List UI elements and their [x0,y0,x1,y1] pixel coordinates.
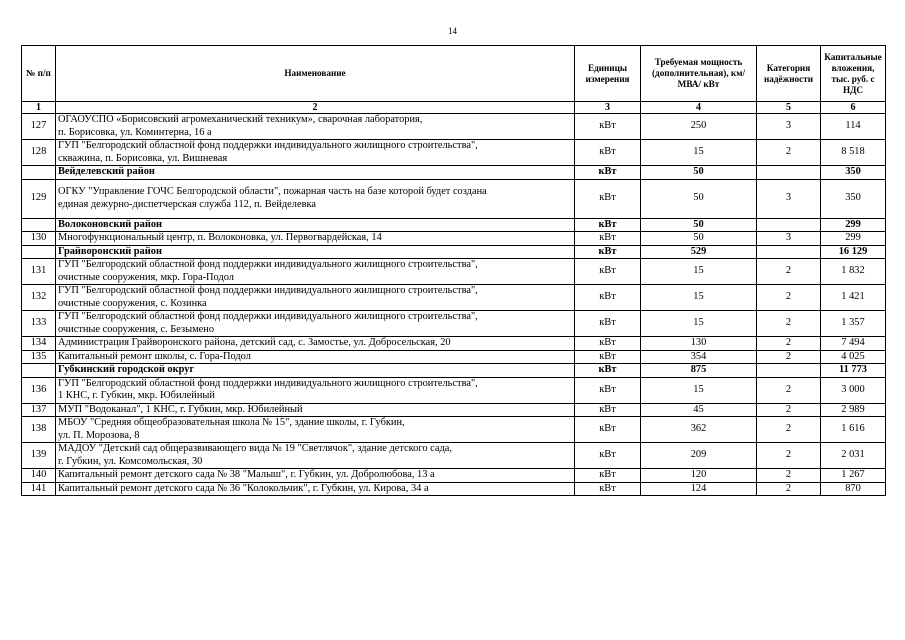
item-name [56,311,575,337]
power-cell: 15 [641,140,757,166]
name-line: Многофункциональный центр, п. Волоконовка, ул. Первогвардейская, 14 [58,232,382,243]
item-name [56,114,575,140]
name-line: Грайворонский район [58,245,162,257]
item-name [56,417,575,443]
category-cell: 3 [757,232,821,246]
column-number: 1 [22,102,56,114]
category-cell [757,245,821,259]
power-cell: 124 [641,482,757,496]
unit-cell: кВт [575,417,641,443]
section-title [56,364,575,378]
capital-cell: 8 518 [821,140,886,166]
name-line: Капитальный ремонт школы, с. Гора-Подол [58,350,251,362]
row-number [22,245,56,259]
unit-cell: кВт [575,337,641,351]
column-number: 5 [757,102,821,114]
name-line: очистные сооружения, с. Безымено [58,323,215,335]
unit-cell: кВт [575,166,641,180]
name-line: Капитальный ремонт детского сада № 38 "Малыш", г. Губкин, ул. Добролюбова, 13 а [58,469,435,480]
row-number: 134 [22,337,56,351]
header-category: Категория надёжности [757,46,821,102]
item-name [56,232,575,246]
name-line: МАДОУ "Детский сад общеразвивающего вида № 19 "Светлячок", здание детского сада, [58,443,453,454]
power-cell: 354 [641,350,757,364]
column-number: 4 [641,102,757,114]
item-name [56,259,575,285]
name-line: очистные сооружения, с. Козинка [58,297,207,309]
row-number: 141 [22,482,56,496]
section-title [56,166,575,180]
unit-cell: кВт [575,311,641,337]
unit-cell: кВт [575,259,641,285]
section-row [22,166,886,180]
name-line: скважина, п. Борисовка, ул. Вишневая [58,152,228,164]
name-line: Губкинский городской округ [58,364,195,375]
capital-cell: 350 [821,179,886,218]
item-name [56,377,575,403]
table-row [22,179,886,218]
name-line: ГУП "Белгородский областной фонд поддержки индивидуального жилищного строительства", [58,285,478,296]
name-line: г. Губкин, ул. Комсомольская, 30 [58,455,203,467]
unit-cell: кВт [575,443,641,469]
row-number: 127 [22,114,56,140]
unit-cell: кВт [575,482,641,496]
item-name [56,469,575,483]
column-number: 6 [821,102,886,114]
capital-cell: 350 [821,166,886,180]
row-number: 138 [22,417,56,443]
item-name [56,179,575,218]
name-line: единая дежурно-диспетчерская служба 112, п. Вейделевка [58,198,317,210]
table-row [22,114,886,140]
table-row [22,350,886,364]
table-row [22,482,886,496]
name-line: ОГКУ "Управление ГОЧС Белгородской области", пожарная часть на базе которой будет создана [58,186,487,197]
capital-cell: 114 [821,114,886,140]
capital-cell: 16 129 [821,245,886,259]
power-cell: 209 [641,443,757,469]
power-cell: 250 [641,114,757,140]
unit-cell: кВт [575,377,641,403]
power-cell: 15 [641,285,757,311]
table-row [22,469,886,483]
unit-cell: кВт [575,245,641,259]
category-cell: 2 [757,140,821,166]
unit-cell: кВт [575,218,641,232]
row-number: 136 [22,377,56,403]
column-number-row [22,102,886,114]
unit-cell: кВт [575,350,641,364]
row-number: 132 [22,285,56,311]
unit-cell: кВт [575,403,641,417]
item-name [56,285,575,311]
unit-cell: кВт [575,232,641,246]
name-line: МУП "Водоканал", 1 КНС, г. Губкин, мкр. Юбилейный [58,403,303,415]
power-cell: 362 [641,417,757,443]
header-capital: Капитальные вложения, тыс. руб. с НДС [821,46,886,102]
name-line: ГУП "Белгородский областной фонд поддержки индивидуального жилищного строительства", [58,140,478,151]
table-row [22,403,886,417]
column-number: 2 [56,102,575,114]
capital-cell: 870 [821,482,886,496]
table-body [22,114,886,496]
unit-cell: кВт [575,140,641,166]
section-title [56,245,575,259]
page-number: 14 [448,26,457,36]
unit-cell: кВт [575,114,641,140]
row-number: 130 [22,232,56,246]
item-name [56,140,575,166]
unit-cell: кВт [575,364,641,378]
category-cell: 2 [757,403,821,417]
item-name [56,403,575,417]
capital-cell: 299 [821,218,886,232]
name-line: ГУП "Белгородский областной фонд поддержки индивидуального жилищного строительства", [58,259,478,270]
header-row [22,46,886,102]
capital-cell: 11 773 [821,364,886,378]
name-line: ул. П. Морозова, 8 [58,429,140,441]
name-line: ОГАОУСПО «Борисовский агромеханический техникум», сварочная лаборатория, [58,114,423,125]
name-line: Вейделевский район [58,166,155,177]
power-cell: 15 [641,259,757,285]
category-cell: 2 [757,482,821,496]
row-number: 137 [22,403,56,417]
category-cell [757,218,821,232]
category-cell: 2 [757,417,821,443]
power-cell: 50 [641,166,757,180]
category-cell: 2 [757,350,821,364]
name-line: ГУП "Белгородский областной фонд поддержки индивидуального жилищного строительства", [58,377,478,389]
row-number [22,218,56,232]
capital-cell: 7 494 [821,337,886,351]
power-cell: 120 [641,469,757,483]
name-line: Волоконовский район [58,218,163,230]
power-cell: 15 [641,377,757,403]
power-cell: 50 [641,218,757,232]
table-row [22,259,886,285]
capital-cell: 1 421 [821,285,886,311]
name-line: ГУП "Белгородский областной фонд поддержки индивидуального жилищного строительства", [58,311,478,322]
item-name [56,482,575,496]
capital-cell: 1 832 [821,259,886,285]
name-line: п. Борисовка, ул. Коминтерна, 16 а [58,126,212,138]
row-number: 131 [22,259,56,285]
name-line: МБОУ "Средняя общеобразовательная школа № 15", здание школы, г. Губкин, [58,417,405,428]
unit-cell: кВт [575,469,641,483]
capital-cell: 3 000 [821,377,886,403]
header-power: Требуемая мощность (дополнительная), км/ МВА/ кВт [641,46,757,102]
category-cell: 2 [757,337,821,351]
table-row [22,377,886,403]
category-cell [757,364,821,378]
power-cell: 130 [641,337,757,351]
category-cell: 2 [757,311,821,337]
table-row [22,337,886,351]
category-cell: 2 [757,443,821,469]
power-cell: 50 [641,179,757,218]
row-number: 128 [22,140,56,166]
capital-cell: 2 989 [821,403,886,417]
table-row [22,140,886,166]
capital-cell: 1 357 [821,311,886,337]
capital-cell: 1 267 [821,469,886,483]
row-number: 135 [22,350,56,364]
table-row [22,311,886,337]
section-title [56,218,575,232]
category-cell: 2 [757,285,821,311]
unit-cell: кВт [575,285,641,311]
row-number: 140 [22,469,56,483]
column-number: 3 [575,102,641,114]
power-cell: 45 [641,403,757,417]
name-line: Администрация Грайворонского района, детский сад, с. Замостье, ул. Добросельская, 20 [58,337,451,348]
row-number [22,364,56,378]
table-row [22,443,886,469]
section-row [22,364,886,378]
item-name [56,337,575,351]
category-cell: 2 [757,259,821,285]
power-cell: 875 [641,364,757,378]
header-name: Наименование [56,46,575,102]
unit-cell: кВт [575,179,641,218]
capital-cell: 4 025 [821,350,886,364]
section-row [22,218,886,232]
table-row [22,285,886,311]
category-cell: 3 [757,179,821,218]
item-name [56,443,575,469]
power-cell: 50 [641,232,757,246]
row-number: 129 [22,179,56,218]
name-line: очистные сооружения, мкр. Гора-Подол [58,271,234,283]
data-table [21,45,886,496]
table-row [22,232,886,246]
header-num: № п/п [22,46,56,102]
name-line: Капитальный ремонт детского сада № 36 "Колокольчик", г. Губкин, ул. Кирова, 34 а [58,482,429,494]
row-number: 139 [22,443,56,469]
capital-cell: 299 [821,232,886,246]
table-row [22,417,886,443]
category-cell: 2 [757,469,821,483]
item-name [56,350,575,364]
row-number: 133 [22,311,56,337]
power-cell: 529 [641,245,757,259]
name-line: 1 КНС, г. Губкин, мкр. Юбилейный [58,390,215,401]
category-cell [757,166,821,180]
section-row [22,245,886,259]
category-cell: 3 [757,114,821,140]
capital-cell: 1 616 [821,417,886,443]
header-unit: Единицы измерения [575,46,641,102]
power-cell: 15 [641,311,757,337]
capital-cell: 2 031 [821,443,886,469]
category-cell: 2 [757,377,821,403]
row-number [22,166,56,180]
